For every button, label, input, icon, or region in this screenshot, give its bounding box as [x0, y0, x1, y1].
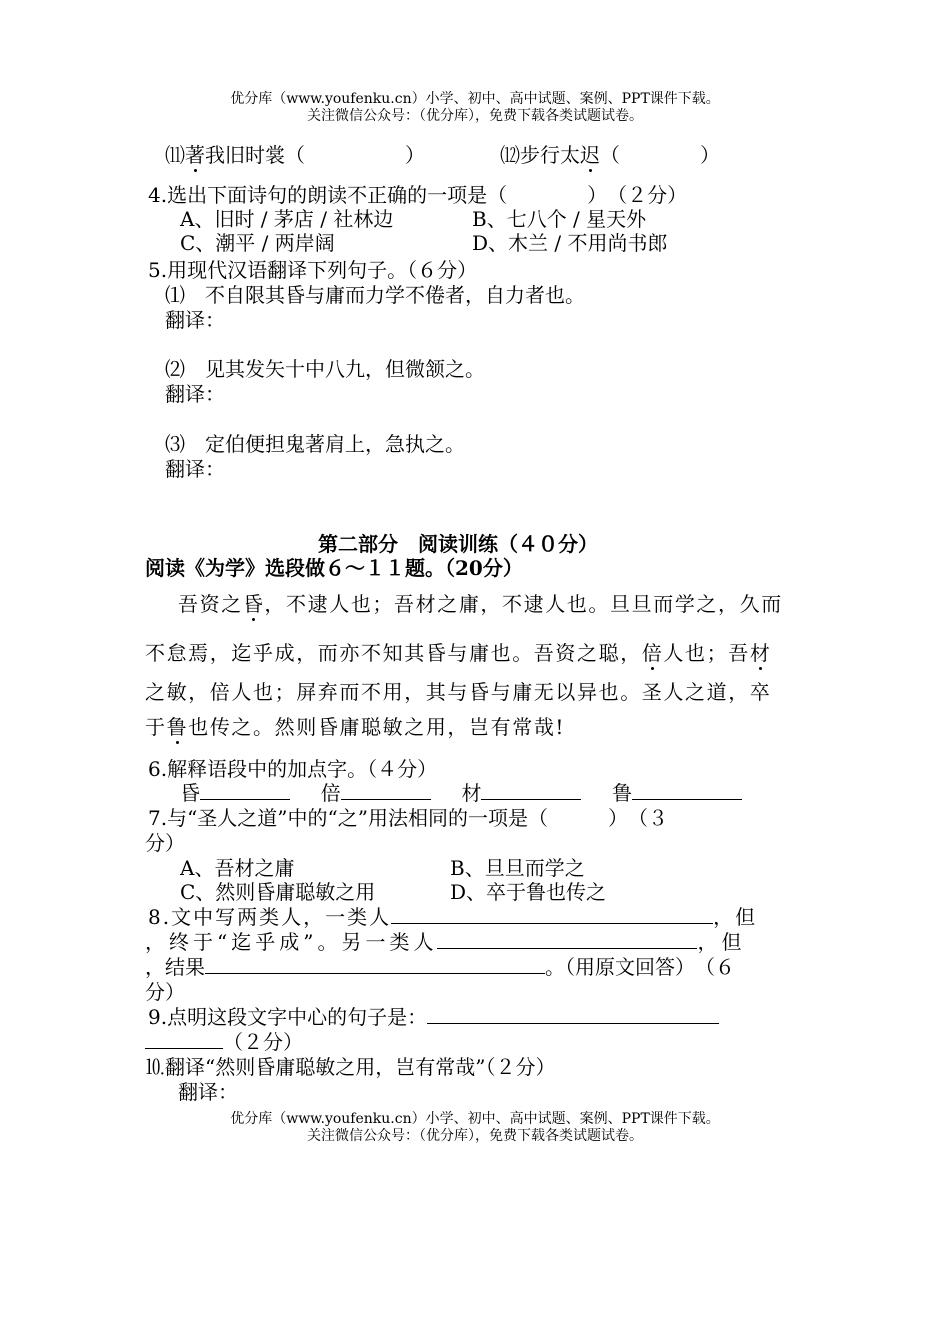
passage-text: 吾资之 [178, 592, 243, 616]
q6-blanks [180, 781, 742, 805]
q6-stem: 6.解释语段中的加点字。（４分） [148, 757, 438, 781]
q8-text: ，但 [697, 930, 746, 954]
q4-option-c: C、潮平 / 两岸阔 [180, 231, 335, 255]
q4-option-b: B、七八个 / 星天外 [472, 207, 647, 231]
q12 [500, 143, 720, 167]
passage-line-4 [145, 715, 565, 739]
q8-text: 。（用原文回答） （６ [545, 955, 735, 979]
q8-text: ，终于“迄乎成”。另一类人 [145, 930, 438, 954]
passage-dotted-hun: 昏 [242, 592, 265, 616]
q5-translate-2: 翻译： [165, 382, 225, 406]
passage-dotted-cai: 材 [749, 641, 772, 665]
header-line-1: 优分库（www.youfenku.cn）小学、初中、高中试题、案例、PPT课件下载。 [230, 91, 720, 107]
passage-line-1 [178, 592, 783, 616]
q9-line-2 [145, 1030, 303, 1054]
q12-text: ⑿步行太 [500, 143, 580, 167]
part2-title: 第二部分 阅读训练（４０分） [318, 532, 598, 556]
q6-word-1: 昏 [180, 781, 200, 805]
q12-dotted-char: 迟 [580, 143, 600, 167]
header-line-2: 关注微信公众号：（优分库），免费下载各类试题试卷。 [307, 108, 643, 124]
q4-stem: 4.选出下面诗句的朗读不正确的一项是（ ） （２分） [148, 183, 688, 207]
q8-answer-blank-2[interactable] [437, 930, 697, 949]
q11 [165, 143, 425, 167]
part2-subtitle: 阅读《为学》选段做６～１１题。（20分） [145, 556, 523, 580]
q7-stem: 7.与“圣人之道”中的“之”用法相同的一项是（ ） （３ [148, 806, 668, 830]
q5-translate-1: 翻译： [165, 308, 225, 332]
q6-answer-blank-2[interactable] [341, 781, 431, 800]
q8-text: ，但 [713, 905, 758, 929]
q8-answer-blank-1[interactable] [391, 905, 713, 924]
q9-answer-blank-2[interactable] [145, 1030, 223, 1049]
q9-line-1 [148, 1005, 719, 1029]
q6-word-3: 材 [461, 781, 482, 805]
q8-text: 8.文中写两类人，一类人 [148, 905, 392, 929]
q7-option-b: B、旦旦而学之 [450, 856, 585, 880]
q6-answer-blank-3[interactable] [481, 781, 581, 800]
q5-sentence-1: ⑴ 不自限其昏与庸而力学不倦者，自力者也。 [165, 283, 585, 307]
passage-dotted-lu: 鲁 [166, 715, 189, 739]
q6-answer-blank-1[interactable] [200, 781, 290, 800]
passage-text: 人也；吾 [663, 641, 750, 665]
q8-line-2 [145, 930, 745, 954]
passage-line-2 [145, 641, 771, 665]
q9-score: （２分） [223, 1030, 303, 1054]
q6-word-4: 鲁 [612, 781, 633, 805]
q11-number: ⑾ [165, 143, 185, 167]
q7-option-a: A、吾材之庸 [180, 856, 295, 880]
q9-answer-blank-1[interactable] [427, 1005, 719, 1024]
q8-stem-cont: 分） [145, 980, 185, 1004]
q10-translate-label: 翻译： [178, 1080, 238, 1104]
q8-line-1 [148, 905, 757, 929]
q9-stem: 9.点明这段文字中心的句子是： [148, 1005, 428, 1029]
q8-text: ，结果 [145, 955, 205, 979]
q5-sentence-2: ⑵ 见其发矢十中八九，但微颔之。 [165, 357, 485, 381]
q11-dotted-char: 著 [185, 143, 205, 167]
q11-text: 我旧时裳（ ） [205, 143, 425, 167]
q7-stem-cont: 分） [145, 831, 185, 855]
passage-text: ，不逮人也；吾材之庸，不逮人也。旦旦而学之，久而 [264, 592, 783, 616]
q5-stem: 5.用现代汉语翻译下列句子。（６分） [148, 258, 478, 282]
q4-option-d: D、木兰 / 不用尚书郎 [472, 231, 668, 255]
q12-blank: （ ） [600, 143, 720, 167]
q6-word-2: 倍 [320, 781, 341, 805]
footer-line-1: 优分库（www.youfenku.cn）小学、初中、高中试题、案例、PPT课件下载。 [230, 1111, 720, 1127]
passage-dotted-bei: 倍 [641, 641, 664, 665]
passage-text: 不怠焉，迄乎成，而亦不知其昏与庸也。吾资之聪， [145, 641, 642, 665]
passage-text: 也传之。然则昏庸聪敏之用，岂有常哉! [188, 715, 566, 739]
passage-line-3: 之敏，倍人也；屏弃而不用，其与昏与庸无以异也。圣人之道，卒 [145, 680, 772, 704]
q5-translate-3: 翻译： [165, 457, 225, 481]
passage-text: 于 [145, 715, 167, 739]
q10-stem: ⒑翻译“然则昏庸聪敏之用，岂有常哉”（２分） [145, 1055, 556, 1079]
q8-line-3 [145, 955, 735, 979]
q7-option-c: C、然则昏庸聪敏之用 [180, 880, 376, 904]
footer-line-2: 关注微信公众号：（优分库），免费下载各类试题试卷。 [307, 1128, 643, 1144]
q5-sentence-3: ⑶ 定伯便担鬼著肩上，急执之。 [165, 432, 465, 456]
q4-option-a: A、旧时 / 茅店 / 社林边 [180, 207, 394, 231]
q6-answer-blank-4[interactable] [632, 781, 742, 800]
q8-answer-blank-3[interactable] [205, 955, 545, 974]
q7-option-d: D、卒于鲁也传之 [450, 880, 607, 904]
